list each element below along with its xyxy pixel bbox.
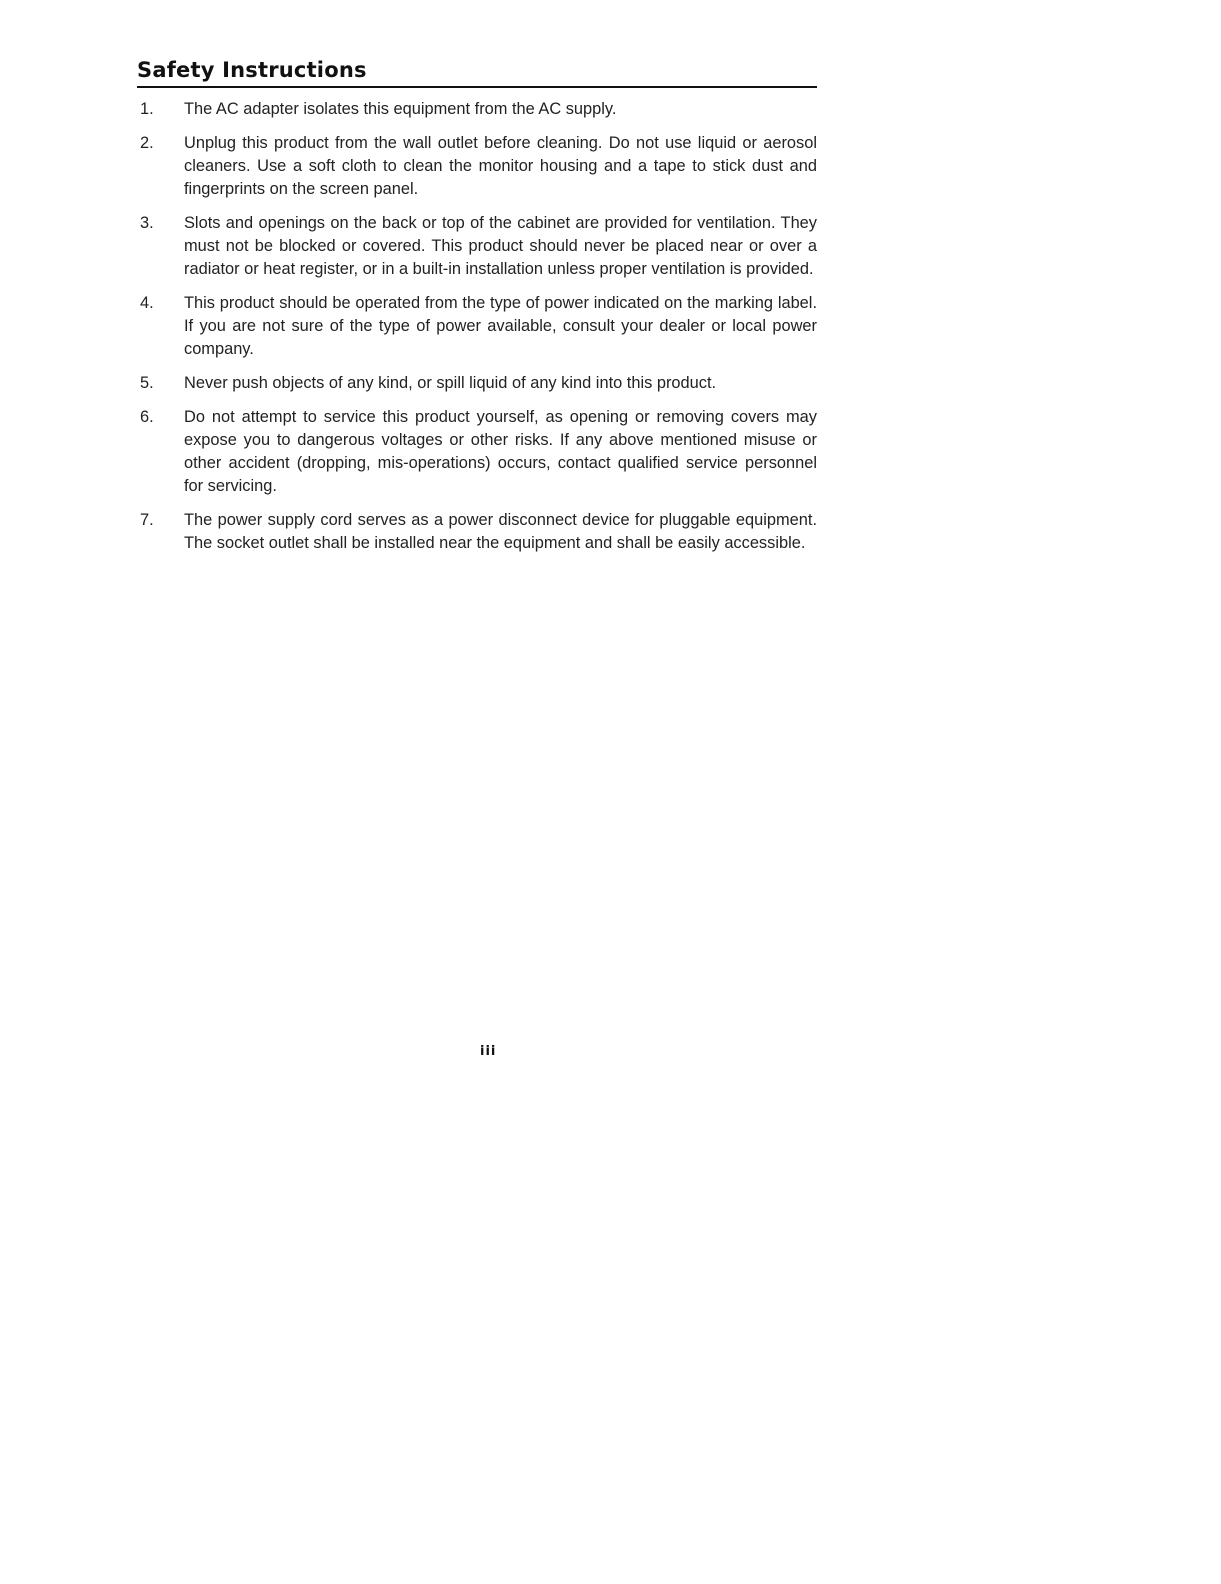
item-text: Unplug this product from the wall outlet before cleaning. Do not use liquid or aerosol cleaners. Use a soft cloth to clean the monitor housing and a tape to stick dust and fingerprints on the screen panel.: [184, 134, 817, 198]
list-item: [140, 98, 817, 121]
heading-block: [137, 58, 817, 88]
list-item: [140, 372, 817, 395]
item-number: 7.: [140, 511, 154, 529]
item-text: The power supply cord serves as a power disconnect device for pluggable equipment. The socket outlet shall be installed near the equipment and shall be easily accessible.: [184, 511, 817, 552]
item-number: 3.: [140, 214, 154, 232]
item-number: 6.: [140, 408, 154, 426]
item-number: 4.: [140, 294, 154, 312]
list-item: [140, 509, 817, 555]
item-text: Slots and openings on the back or top of the cabinet are provided for ventilation. They must not be blocked or covered. This product should never be placed near or over a radiator or heat register, or in a built-in installation unless proper ventilation is provided.: [184, 214, 817, 278]
page-title: Safety Instructions: [137, 58, 367, 82]
list-item: [140, 132, 817, 201]
item-text: This product should be operated from the type of power indicated on the marking label. If you are not sure of the type of power available, consult your dealer or local power company.: [184, 294, 817, 358]
list-item: [140, 406, 817, 498]
safety-instruction-list: [140, 98, 817, 566]
page-number: iii: [480, 1044, 497, 1059]
item-text: The AC adapter isolates this equipment from the AC supply.: [184, 100, 617, 118]
item-text: Do not attempt to service this product yourself, as opening or removing covers may expose you to dangerous voltages or other risks. If any above mentioned misuse or other accident (dropping, mis-operations) occurs, contact qualified service personnel for servicing.: [184, 408, 817, 495]
list-item: [140, 212, 817, 281]
item-number: 1.: [140, 100, 154, 118]
list-item: [140, 292, 817, 361]
item-number: 2.: [140, 134, 154, 152]
item-number: 5.: [140, 374, 154, 392]
item-text: Never push objects of any kind, or spill liquid of any kind into this product.: [184, 374, 717, 392]
